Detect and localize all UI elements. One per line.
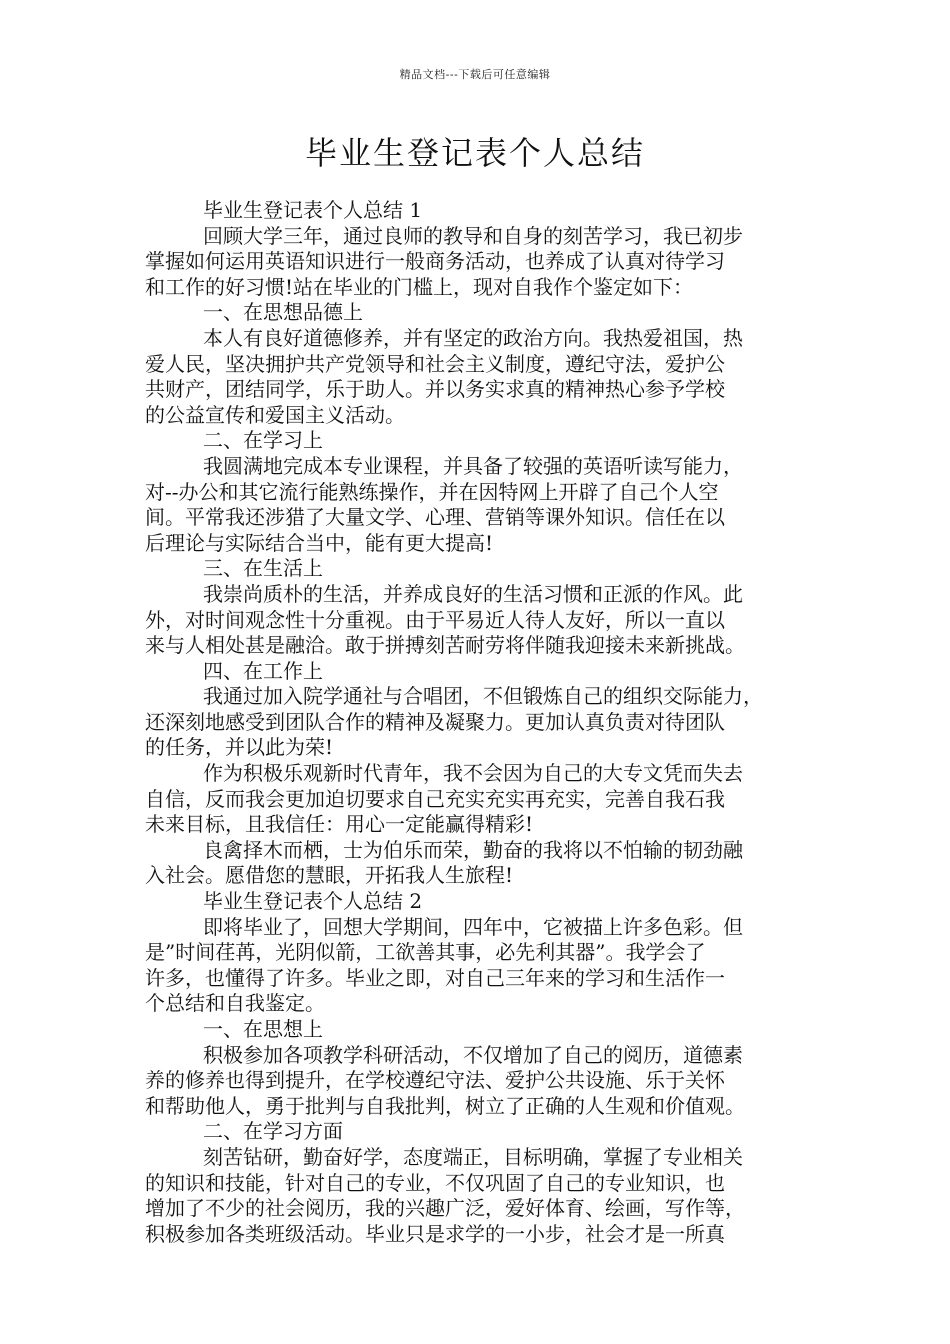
text-line: 一、在思想品德上	[203, 300, 363, 325]
text-line: 未来目标，且我信任：用心一定能赢得精彩!	[145, 812, 534, 837]
text-line: 一、在思想上	[203, 1017, 323, 1041]
text-line: 增加了不少的社会阅历，我的兴趣广泛，爱好体育、绘画，写作等，	[145, 1196, 745, 1221]
text-line: 我崇尚质朴的生活，并养成良好的生活习惯和正派的作风。此	[203, 581, 743, 606]
text-line: 的任务，并以此为荣!	[145, 735, 334, 760]
text-line: 二、在学习方面	[203, 1119, 343, 1144]
text-line: 爱人民，坚决拥护共产党领导和社会主义制度，遵纪守法，爱护公	[145, 351, 725, 376]
text-line: 和工作的好习惯!站在毕业的门槛上，现对自我作个鉴定如下：	[145, 274, 694, 299]
text-line: 良禽择木而栖，士为伯乐而荣，勤奋的我将以不怕输的韧劲融	[203, 837, 743, 862]
text-line: 三、在生活上	[203, 556, 323, 581]
text-line: 和帮助他人，勇于批判与自我批判，树立了正确的人生观和价值观。	[145, 1093, 745, 1118]
text-line: 个总结和自我鉴定。	[145, 991, 325, 1016]
text-line: 还深刻地感受到团队合作的精神及凝聚力。更加认真负责对待团队	[145, 709, 725, 734]
text-line: 刻苦钻研，勤奋好学，态度端正，目标明确，掌握了专业相关	[203, 1144, 743, 1169]
text-line: 的知识和技能，针对自己的专业，不仅巩固了自己的专业知识，也	[145, 1170, 725, 1195]
text-line: 二、在学习上	[203, 428, 323, 453]
text-line: 许多，也懂得了许多。毕业之即，对自己三年来的学习和生活作一	[145, 965, 725, 990]
text-line: 间。平常我还涉猎了大量文学、心理、营销等课外知识。信任在以	[145, 505, 725, 530]
text-line: 对--办公和其它流行能熟练操作，并在因特网上开辟了自己个人空	[145, 479, 719, 504]
text-line: 养的修养也得到提升，在学校遵纪守法、爱护公共设施、乐于关怀	[145, 1068, 725, 1093]
text-line: 我通过加入院学通社与合唱团，不但锻炼自己的组织交际能力，	[203, 684, 763, 709]
text-line: 作为积极乐观新时代青年，我不会因为自己的大专文凭而失去	[203, 761, 743, 786]
text-line: 回顾大学三年，通过良师的教导和自身的刻苦学习，我已初步	[203, 223, 743, 248]
text-line: 积极参加各类班级活动。毕业只是求学的一小步，社会才是一所真	[145, 1221, 725, 1246]
text-line: 即将毕业了，回想大学期间，四年中，它被描上许多色彩。但	[203, 914, 743, 939]
document-title: 毕业生登记表个人总结	[304, 134, 645, 172]
document-body	[145, 198, 809, 1247]
text-line: 毕业生登记表个人总结 1	[203, 198, 423, 222]
text-line: 入社会。愿借您的慧眼，开拓我人生旅程!	[145, 863, 514, 888]
page-header-watermark: 精品文档---下载后可任意编辑	[399, 68, 551, 81]
text-line: 本人有良好道德修养，并有坚定的政治方向。我热爱祖国，热	[203, 325, 743, 350]
text-line: 是”时间荏苒，光阴似箭，工欲善其事，必先利其器”。我学会了	[145, 940, 706, 965]
text-line: 我圆满地完成本专业课程，并具备了较强的英语听读写能力，	[203, 453, 743, 478]
text-line: 掌握如何运用英语知识进行一般商务活动，也养成了认真对待学习	[145, 249, 725, 274]
text-line: 共财产，团结同学，乐于助人。并以务实求真的精神热心参予学校	[145, 377, 725, 402]
text-line: 后理论与实际结合当中，能有更大提高!	[145, 530, 494, 555]
text-line: 来与人相处甚是融洽。敢于拼搏刻苦耐劳将伴随我迎接未来新挑战。	[145, 633, 745, 658]
text-line: 毕业生登记表个人总结 2	[203, 889, 423, 914]
text-line: 四、在工作上	[203, 658, 323, 683]
text-line: 外，对时间观念性十分重视。由于平易近人待人友好，所以一直以	[145, 607, 725, 632]
text-line: 积极参加各项教学科研活动，不仅增加了自己的阅历，道德素	[203, 1042, 743, 1067]
text-line: 自信，反而我会更加迫切要求自己充实充实再充实，完善自我石我	[145, 786, 725, 811]
text-line: 的公益宣传和爱国主义活动。	[145, 402, 405, 427]
